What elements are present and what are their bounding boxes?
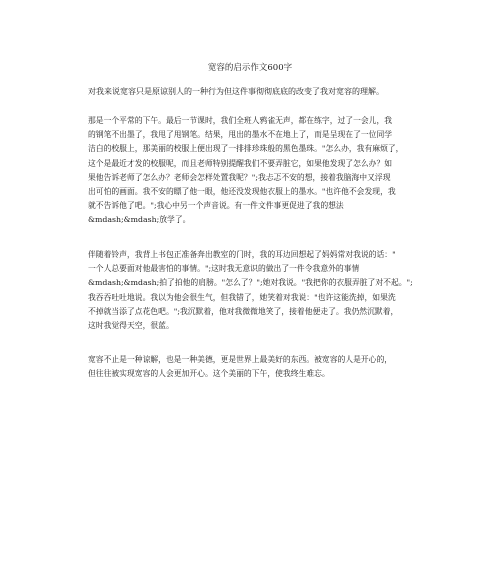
paragraph-line: 就不告诉他了吧。";我心中另一个声音说。有一件文件事更促进了我的想法 — [88, 201, 344, 211]
paragraph-line: 一个人总要面对他最害怕的事情。";这时我无意识的做出了一件令我意外的事情 — [88, 264, 360, 274]
paragraph-line: 伴随着铃声，我背上书包正准备奔出教室的门时，我的耳边回想起了妈妈常对我说的话：" — [88, 250, 396, 259]
intro-paragraph: 对我来说宽容只是原谅别人的一种行为但这件事彻彻底底的改变了我对宽容的理解。 — [88, 87, 384, 96]
paragraph-line: 这时我觉得天空，很蓝。 — [88, 321, 174, 331]
paragraph-line: 的钢笔不出墨了，我甩了甩钢笔。结果，甩出的墨水不在地上了，而是呈现在了一位同学 — [88, 130, 393, 140]
paragraph-line: 我吞吞吐吐地说。我以为他会很生气，但我错了，她笑着对我说："也许这能洗掉，如果洗 — [88, 292, 396, 302]
paragraph-line: 出可怕的画面。我不安的瞟了他一眼，他还没发现他衣服上的墨水。"也许他不会发现，我 — [88, 187, 396, 197]
paragraph-line: 洁白的校服上，那美丽的校服上便出现了一排排珍珠般的黑色墨珠。"怎么办，我有麻烦了， — [88, 144, 404, 154]
paragraph-line: 那是一个平常的下午。最后一节课时，我们全班人鸦雀无声，都在练字，过了一会儿，我 — [88, 116, 393, 125]
paragraph-1 — [88, 114, 418, 228]
paragraph-line: 这个是最近才发的校服呢，而且老师特别提醒我们不要弄脏它，如果他发现了怎么办？如 — [88, 158, 393, 168]
paragraph-3 — [88, 353, 418, 381]
paragraph-2 — [88, 248, 418, 333]
paragraph-line: &mdash;&mdash;拍了拍他的肩膀。"怎么了？";她对我说。"我把你的衣服弄脏了对不起。"; — [88, 278, 413, 288]
document-title: 宽容的启示作文600字 — [207, 63, 293, 73]
paragraph-line: &mdash;&mdash;放学了。 — [88, 215, 191, 225]
paragraph-line: 不掉就当添了点花色吧。";我沉默着，他对我微微地笑了，接着他便走了。我仍然沉默着， — [88, 306, 399, 316]
paragraph-line: 宽容不止是一种谅解，也是一种美德，更是世界上最美好的东西。被宽容的人是开心的， — [88, 355, 393, 364]
paragraph-line: 果他告诉老师了怎么办？老师会怎样处置我呢？";我忐忑不安的想，接着我脑海中又浮现 — [88, 172, 391, 182]
paragraph-line: 但往往被实现宽容的人会更加开心。这个美丽的下午，使我终生难忘。 — [88, 369, 330, 379]
